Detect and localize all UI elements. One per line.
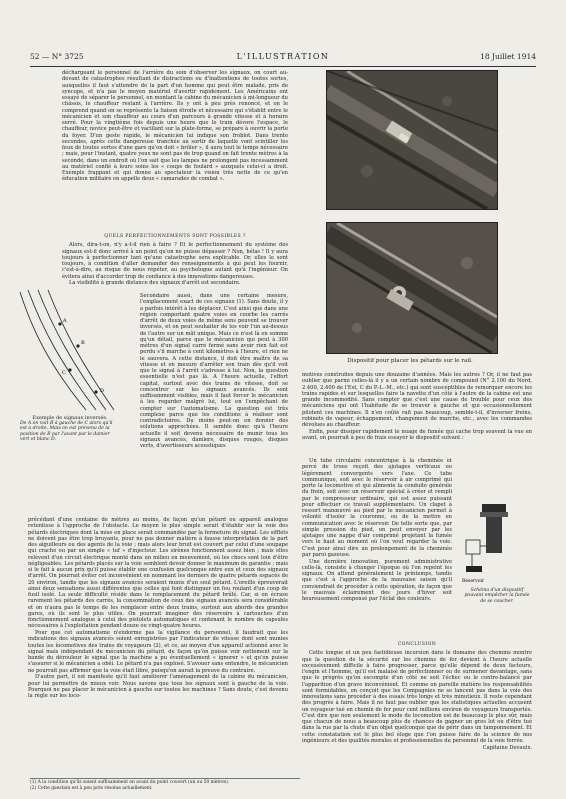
paragraph: Secondaire aussi, dans une certaine mesure, l'emplacement exact de ces signaux (1). Sans doute, il y a parfois intérêt à les déplacer. C'est ainsi que dans une région comportant quatre voies en courbe les carrés d'arrêt de deux voies de même sens peuvent se trouver inversés, et on peut souhaiter de les voir l'un au-dessus de l'autre sur un mât unique. Mais ce n'est là en somme qu'un détail, parce que le mécanicien qui peut à 300 mètres d'un signal carré fermé sans avoir rien fait est perdu s'il marche à cent kilomètres à l'heure, et rien ne le sauvera. A cette distance, il doit être maître de sa vitesse et en mesure d'arrêter son train dès qu'il voit que le signal à l'arrêt s'adresse à lui. Non, la question essentielle n'est pas là. A l'heure actuelle, l'effort capital, surtout avec des trains de vitesse, doit se concentrer sur les signaux avancés. Ils sont suffisamment visibles, mais il faut forcer le mécanicien à les regarder malgré lui, tout en l'empêchant de compter sur l'automatisme. La question est très complexe parce que les conditions à réaliser sont contradictoires. Du moins peut-on en donner des solutions approchées. Il semble donc qu'à l'heure actuelle il soit devenu nécessaire de munir tous les signaux avancés, damiers, disques rouges, disques verts, d'avertisseurs acoustiques [140,293,288,449]
publication-title: L'ILLUSTRATION [236,52,330,61]
footnote: (1) A la condition qu'ils soient suffisamment en avant du point couvert (un ou 50 mètres). [30,780,230,785]
paragraph: La visibilité à grande distance des signaux d'arrêt est secondaire. [69,280,241,287]
paragraph: Enfin, pour dissiper rapidement le nuage de fumée qui cache trop souvent la vue en avant, on pourrait à peu de frais essayer le dispositif suivant : [302,428,532,441]
railway-lines-diagram [18,288,130,413]
smoke-device-diagram [462,500,528,586]
section-title: QUELS PERFECTIONNEMENTS SONT POSSIBLES ? [104,234,246,239]
label-d: D [100,388,105,394]
paragraph: D'autre part, il est manifeste qu'il faut améliorer l'aménagement de la cabine du mécanicien, pour lui permettre de mieux voir. Nous savons que tous les signaux sont à gauche de la voie. Pourquoi ne pas placer le mécanicien à gauche sur toutes les machines ? Sans doute, c'est devenu la règle sur les loco- [28,674,288,699]
left-figure-caption-title: Exemple de signaux inversés. [32,415,108,421]
label-b: B [81,340,85,346]
left-column-top [62,70,288,183]
paragraph: Alors, dira-t-on, n'y a-t-il rien à faire ? Et le perfectionnement du système des signaux est-il donc arrivé à un point qu'on ne puisse dépasser ? Non, hélas ! Il y aura toujours à perfectionner tant qu'une catastrophe sera explicable. Or, elles le sont toujours, à condition d'aller demander des renseignements à qui peut les fournir, c'est-à-dire, au risque de nous répéter, au psychologue autant qu'à l'ingénieur. On évitera ainsi d'accorder trop de confiance à des innovations dangereuses. [62,242,288,280]
conclusion-title: CONCLUSION [397,642,437,647]
footnotes [30,778,300,791]
header-rule [30,66,536,67]
footnote: (2) Cette question est à peu près résolue actuellement. [30,785,153,791]
label-c: C [62,370,66,376]
paragraph: précédant d'une centaine de mètres au moins, de façon qu'un pétard ou appareil analogue retentisse à l'approche de l'obstacle. Le moyen le plus simple serait d'établir sur la voie des pétards électriques dont la mise en place serait commandée par la fermeture du signal. Les sifflets ne doivent pas être trop bruyants, pour ne pas donner matière à fausse interprétation de la part des aiguilleurs ou des agents de la voie ; mais alors leur bruit est couvert par celui d'une soupape qui crache ou par un simple « tuf » d'injecteur. Les sirènes fonctionnent assez bien ; mais elles relèvent d'un circuit électrique monté dans un milieu en mouvement, où les chocs sont loin d'être négligeables. Les pétards placés sur la voie semblent devoir donner le maximum de garantie ; mais si le fait à aucun prix qu'il puisse établir une confusion quelconque entre eux et ceux des signaux d'arrêt. On pourrait éviter cet inconvénient en nommant les derniers de quatre pétards espacés de 20 environ, tandis que les signaux avancés seraient munis d'un seul pétard. L'oreille éprouverait ainsi deux sensations aussi différentes que celles qui font distinguer un feu roulant d'un coup de fusil isolé. La seule difficulté réside dans le remplacement du pétard brûlé. Car, si on écrase rarement les pétards des carrés, la consommation de ceux des signaux avancés sera considérable et on n'aura pas le temps de les remplacer entre deux trains, surtout aux abords des grandes gares, où ils sont le plus utiles. On pourrait imaginer des réservoirs à cartouches d'un fonctionnement analogue à celui des pistolets automatiques et contenant le nombre de capsules nécessaires à l'exploitation pendant douze ou vingt-quatre heures. [28,517,288,630]
left-column-narrow [140,293,288,450]
paragraph: Pour que cet automatisme n'endorme pas la vigilance du personnel, il faudrait que les indications des signaux avancés soient enregistrées par l'indicateur de vitesse dont sont munies toutes les locomotives des trains de voyageurs (2), et ce, au moyen d'un appareil actionné avec le signal mais indépendant du mécanicien du pétard, de façon qu'on puisse voir nettement sur la bande du dérouleur le signal que la machine a pu éventuellement « ignorer » et qu'on puisse s'assurer si le mécanicien a obéi. Le pétard n'a pas explosé. S'avouer sans entendre, le mécanicien ne pourrait pas affirmer que la voie était libre, puisqu'on aurait la preuve du contraire. [28,630,288,674]
photo-top [326,70,498,210]
left-column-mid [62,232,288,287]
paragraph: motives construites depuis une douzaine d'années. Mais les autres ? Or, il ne faut pas oublier que parmi celles-là il y a un certain nombre de compound (N° 2.100 du Nord, 2.400, 2.400 de l'Est, C du P.-L.-M., etc.) qui sont susceptibles de remorquer encore les trains rapides et sur lesquelles faire la navette d'un côté à l'autre de la cabine est une grande incommodité. Sans compter que c'est une cause de trouble pour ceux des mécaniciens qui ont l'habitude de se trouver à gauche et qui occasionnellement pilotent ces machines. Il n'en coûte rait pas beaucoup, semble-t-il, d'inverser freins, robinets de vapeur, échappement, changement de marche, etc., avec les commandes dévolues au chauffeur. [302,372,532,428]
right-column-narrow [302,458,452,603]
right-figure-caption [462,588,532,604]
page-header [30,52,536,64]
right-column-top [302,372,532,442]
photo-bottom [326,222,498,354]
issue-date: 18 Juillet 1914 [480,52,536,61]
reservoir-label: Réservoir [462,579,485,584]
right-figure-caption-text: Schéma d'un dispositif pouvant empêcher la fumée de se coucher. [464,588,530,604]
left-column-bottom [28,517,288,700]
page-number: 52 — N° 3725 [30,52,84,61]
paragraph: Un tube circulaire concentrique à la cheminée et percé de trous reçoit des ajutages verticaux ou légèrement convergents vers l'axe. Ce tube communique, soit avec le réservoir à air comprimé qui porte la locomotive et qui alimente la conduite générale du frein, soit avec un réservoir spécial à créer et rempli par le compresseur ordinaire, qui est assez puissant pour effectuer ce travail supplémentaire. Un clapet à ressort manœuvré au pied par le mécanicien permet à volonté d'isoler la couronne, ou de la mettre en communication avec le réservoir. De telle sorte que, par simple pression du pied, on peut envoyer par les ajutages une nappe d'air comprimé projetant la fumée vers le haut au moment où l'on veut regarder la voie. C'est pour ainsi dire un prolongement de la cheminée par paroi gazeuse. [302,458,452,558]
label-a: A [63,318,67,324]
photos-caption: Dispositif pour placer les pétards sur le rail. [347,358,473,364]
right-column-bottom [302,640,532,752]
paragraph: Une dernière innovation, purement administrative celle-là, consiste à changer l'époque où l'on repeint les signaux. On attend généralement le printemps, tandis que c'est à l'approche de la mauvaise saison qu'il conviendrait de procéder à cette opération, de façon que le mauvais éclairement des jours d'hiver soit heureusement compensé par l'éclat des couleurs. [302,558,452,602]
paragraph: déchargeant le personnel de l'arrière du soin d'observer les signaux, on court au-devant de catastrophes résultant de distractions ou d'inattentions de toutes sortes, auxquelles il faut s'attendre de la part d'un homme qui peut être malade, pris de syncope, et n'a pas le moyen matériel d'avertir rapidement. Les Américains ont essayé de séparer le personnel, en montant la cabine du mécanicien à mi-longueur du châssis, le chauffeur restant à l'arrière. Ils y ont à peu près renoncé, et on le comprend quand on se représente la liaison étroite et nécessaire qui s'établit entre le mécanicien et son chauffeur au cours d'un parcours à grande vitesse et à horaire serré. Pour la vingtième fois depuis une heure que le train dévore l'espace, le chauffeur, novice peut-être et vacillant sur la plate-forme, se prépare à ouvrir la porte du foyer. D'un geste rapide, le mécanicien lui indique son froblot. Dans trente secondes, après cette dangereuse tranchée au sortir de laquelle vont scintiller les feux de toutes sortes d'une gare qu'on doit « brûler », il aura tout le temps nécessaire ; mais, pour l'instant, quatre yeux ne sont pas de trop quand on fait trente mètres à la seconde, dans un endroit où l'on sait que les lampes ne prolongent pas incessamment au matériel confié à leurs soins les « coups de foulard » auxquels celui-ci a droit. Exemple frappant et qui donne au spectateur la vision très nette de ce qu'en éducation militaire on appelle deux « camarades de combat ». [62,70,288,183]
signature: Capitaine Devaulx. [482,745,532,751]
paragraph: Cette longue et un peu fastidieuse incursion dans le domaine des chemins montre que la question de la sécurité sur les chemins de fer devient à l'heure actuelle excessivement difficile à faire progresser, parce qu'elle dépend de deux facteurs, l'engin et l'homme, qu'il est malaisé de perfectionner ou de surmener davantage, sans que le progrès qu'on escompte d'un côté ne soit l'échec ou le contre-balancé par l'apparition d'un grave inconvénient. Et comme on pareille matière les responsabilités sont formidables, on conçoit que les Compagnies ne se lancent pas dans la voie des innovations sans procéder à des essais très longs et très minutieux. Il reste cependant des progrès à faire. Mais il ne faut pas oublier que les statistiques actuelles accusent un voyageur tué en chemin de fer pour cent millions environ de voyageurs transportés. C'est dire que non seulement le mode de locomotion est de beaucoup le plus sûr, mais que chacun de nous a beaucoup plus de chances de gagner un gros lot ou d'être tué dans la rue par la chute d'un objet quelconque que de périr dans un tamponnement. Et cette constatation est le plus bel éloge que l'on puisse faire de la science de nos ingénieurs et des qualités morales et professionnelles du personnel de la voie ferrée. [302,650,532,744]
left-figure-caption [20,415,120,443]
left-figure-caption-text: De A on voit B à gauche de C alors qu'il est à droite. Mais on est prévenu de la position de B par l'avant par le damier vert et blanc D. [20,421,113,443]
